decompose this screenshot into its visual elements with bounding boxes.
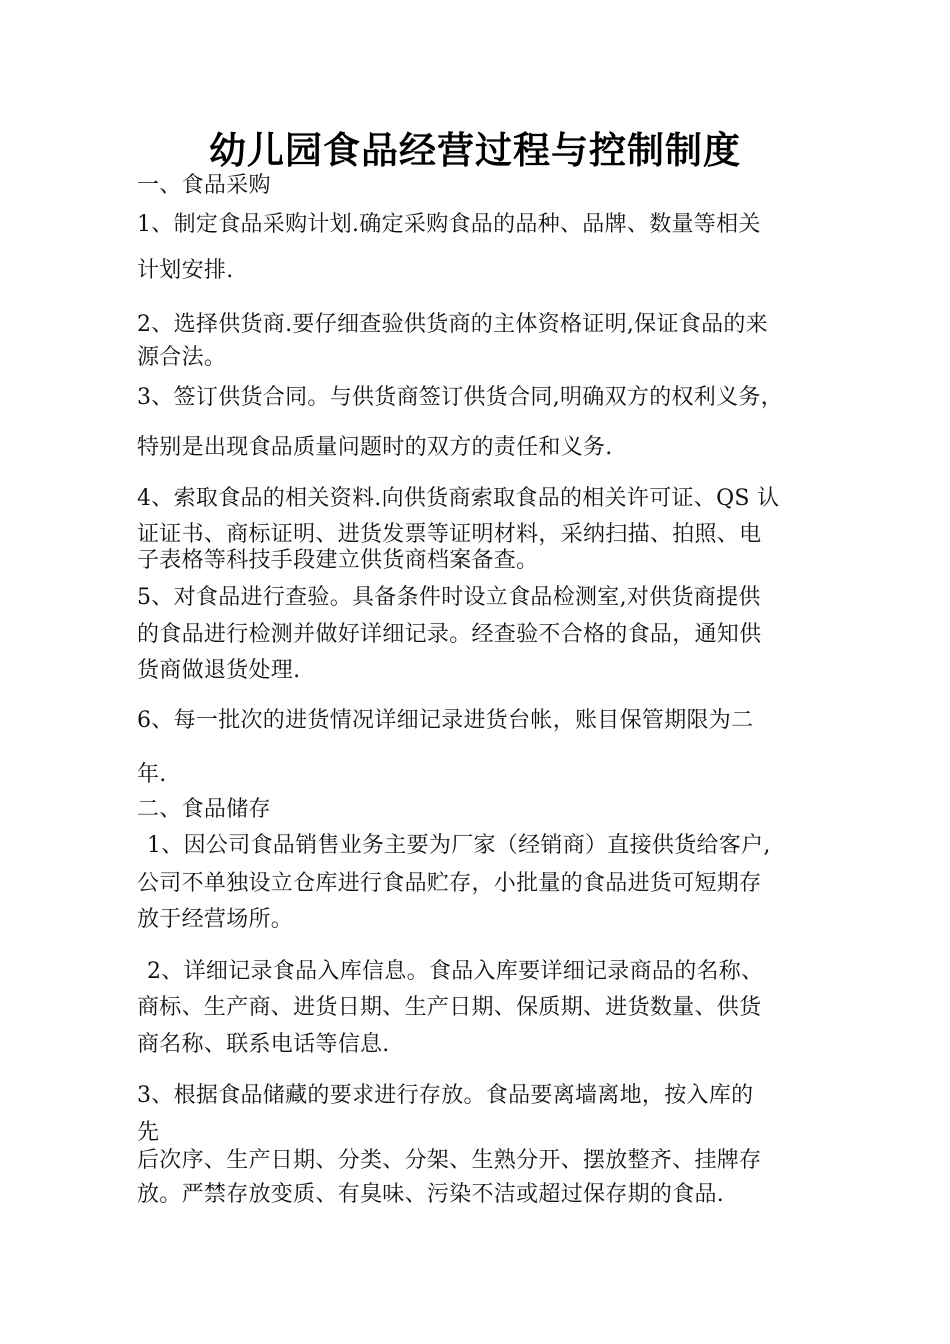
paragraph-line: 年.: [137, 762, 167, 787]
paragraph-line: 商标、生产商、进货日期、生产日期、保质期、进货数量、供货: [137, 995, 762, 1020]
paragraph-line: 4、索取食品的相关资料.向供货商索取食品的相关许可证、QS 认: [137, 486, 780, 511]
paragraph-line: 先: [137, 1120, 160, 1145]
paragraph-line: 3、根据食品储藏的要求进行存放。食品要离墙离地，按入库的: [137, 1083, 754, 1108]
paragraph-line: 子表格等科技手段建立供货商档案备查。: [137, 548, 539, 573]
document-title: 幼儿园食品经营过程与控制制度: [209, 129, 741, 172]
paragraph-line: 2、详细记录食品入库信息。食品入库要详细记录商品的名称、: [147, 959, 764, 984]
paragraph-line: 1、制定食品采购计划.确定采购食品的品种、品牌、数量等相关: [137, 212, 761, 237]
paragraph-line: 2、选择供货商.要仔细查验供货商的主体资格证明,保证食品的来: [137, 312, 768, 337]
paragraph-line: 6、每一批次的进货情况详细记录进货台帐，账目保管期限为二: [137, 708, 754, 733]
paragraph-line: 特别是出现食品质量问题时的双方的责任和义务.: [137, 435, 613, 460]
paragraph-line: 放。严禁存放变质、有臭味、污染不洁或超过保存期的食品.: [137, 1182, 725, 1207]
paragraph-line: 货商做退货处理.: [137, 658, 301, 683]
section-heading: 二、食品储存: [137, 797, 271, 822]
paragraph-line: 商名称、联系电话等信息.: [137, 1032, 390, 1057]
paragraph-line: 源合法。: [137, 345, 227, 370]
paragraph-line: 5、对食品进行查验。具备条件时设立食品检测室,对供货商提供: [137, 585, 761, 610]
paragraph-line: 后次序、生产日期、分类、分架、生熟分开、摆放整齐、挂牌存: [137, 1148, 762, 1173]
paragraph-line: 放于经营场所。: [137, 907, 294, 932]
paragraph-line: 证证书、商标证明、进货发票等证明材料，采纳扫描、拍照、电: [137, 522, 762, 547]
paragraph-line: 的食品进行检测并做好详细记录。经查验不合格的食品，通知供: [137, 622, 762, 647]
paragraph-line: 公司不单独设立仓库进行食品贮存，小批量的食品进货可短期存: [137, 871, 762, 896]
paragraph-line: 计划安排.: [137, 258, 234, 283]
paragraph-line: 3、签订供货合同。与供货商签订供货合同,明确双方的权利义务，: [137, 385, 783, 410]
section-heading: 一、食品采购: [137, 173, 271, 198]
paragraph-line: 1、因公司食品销售业务主要为厂家（经销商）直接供货给客户,: [147, 833, 771, 858]
